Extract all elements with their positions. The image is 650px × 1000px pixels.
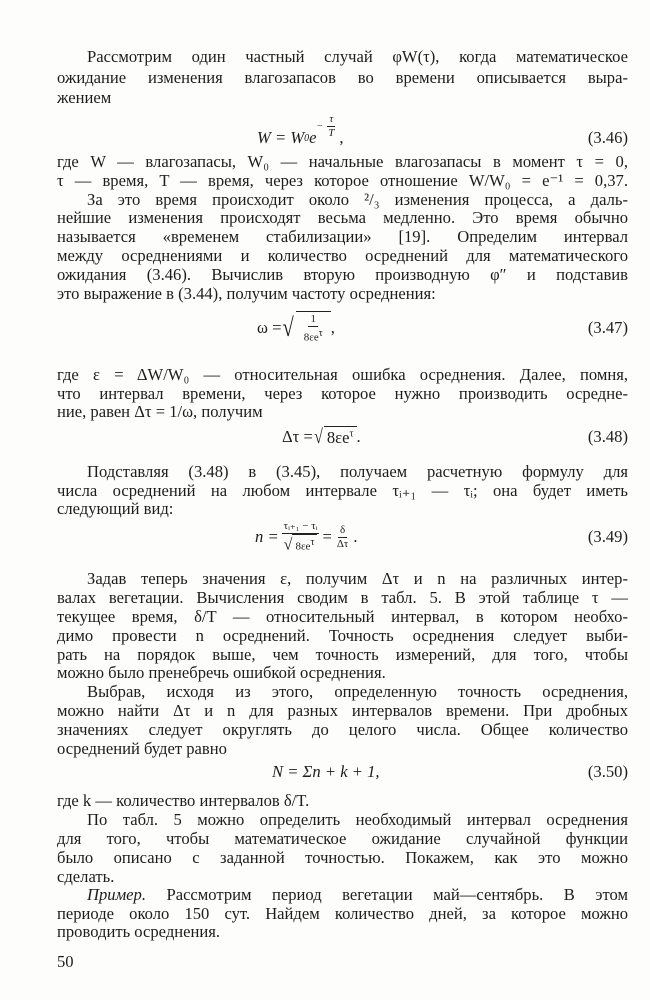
equation-number: (3.46) <box>587 128 628 147</box>
equation-number: (3.48) <box>587 427 628 446</box>
eq-den: 8εe <box>303 331 319 344</box>
text-line: между осреднениями и количество осреднений для математического <box>57 245 628 265</box>
example-label: Пример. <box>87 885 146 904</box>
text-line: это выражение в (3.44), получим частоту осреднения: <box>57 283 436 303</box>
eq-lhs: ω = <box>257 318 282 337</box>
text-line: где ε = ΔW/W₀ — относительная ошибка осреднения. Далее, помня, <box>57 365 628 384</box>
eq-den-sup: τ <box>318 328 323 340</box>
eq-num: τᵢ₊₁ − τᵢ <box>283 520 318 533</box>
eq-den: 8εe <box>295 540 311 553</box>
text-line: где W — влагозапасы, W₀ — начальные влагозапасы в момент τ = 0, <box>57 152 628 171</box>
paragraph-table-explanation <box>57 570 628 759</box>
text-line: Выбрав, исходя из этого, определенную точность осреднения, <box>87 682 628 702</box>
paragraph-example <box>57 886 628 942</box>
text-line: жением <box>57 88 112 107</box>
text-line <box>57 886 628 905</box>
equation-3-48 <box>57 417 628 457</box>
equation-number: (3.49) <box>587 527 628 546</box>
text-line: можно найти Δτ и n для разных интервалов времени. При дробных <box>57 701 628 721</box>
text-line: где k — количество интервалов δ/T. <box>57 791 310 810</box>
text-line: τ — время, T — время, через которое отношение W/W₀ = e⁻¹ = 0,37. <box>57 170 628 190</box>
eq-equals: = <box>322 527 332 546</box>
text-line: Подставляя (3.48) в (3.45), получаем расчетную формулу для <box>87 462 628 481</box>
equation-number: (3.50) <box>587 762 628 781</box>
eq-radicand-sup: τ <box>349 428 354 440</box>
paragraph-error <box>57 366 628 422</box>
text-line: димо провести n осреднений. Точность осреднения следует выби- <box>57 625 628 645</box>
equation-3-47 <box>57 308 628 348</box>
eq-den-sup: τ <box>310 537 315 549</box>
equation-3-49: n = $\frac{\text{τᵢ₊₁ − τᵢ}}{\text{√ 8εeτ}}$ = $\frac{\delta}{\Delta\tau}$ . (3.49) <box>255 520 628 554</box>
paragraph-substitution <box>57 463 628 519</box>
text-line: осреднений будет равно <box>57 739 227 759</box>
text-line: ожидания (3.46). Вычислив вторую производную φ″ и подставив <box>57 264 628 284</box>
eq-den2: Δτ <box>336 537 349 550</box>
equation-number: (3.47) <box>587 318 628 337</box>
eq-exp-num: τ <box>329 112 334 125</box>
eq-tail: , <box>339 128 344 147</box>
paragraph-intro <box>57 47 628 109</box>
text-line: числа осреднений на любом интервале τᵢ₊₁ — τᵢ; она будет иметь <box>57 480 628 500</box>
sqrt-icon: √ <box>313 426 323 448</box>
text-line: что интервал времени, через которое нужно производить осредне- <box>57 383 628 403</box>
eq-exp-sign: − <box>316 120 324 132</box>
eq-num: 1 <box>310 313 316 326</box>
paragraph-intervals <box>57 791 628 886</box>
text-line: Задав теперь значения ε, получим Δτ и n на различных интер- <box>87 569 628 588</box>
eq-lhs: W = W <box>257 128 305 147</box>
text-line: ожидание изменения влагозапасов во времени описывается выра- <box>57 67 628 87</box>
eq-num2: δ <box>340 523 346 536</box>
text-line: можно было пренебречь ошибкой осреднения. <box>57 663 386 683</box>
sqrt-icon: √ <box>282 313 295 342</box>
text-line: валах вегетации. Вычисления сводим в табл. 5. В этой таблице τ — <box>57 587 628 607</box>
eq-lhs: Δτ = <box>282 427 313 446</box>
text-line: значениях следует округлять до целого числа. Общее количество <box>57 720 628 740</box>
eq-body: N = Σn + k + 1, <box>272 762 380 781</box>
eq-tail: , <box>330 318 335 337</box>
text-line: нейшие изменения происходят весьма медленно. Это время обычно <box>57 208 628 228</box>
text-line: называется «временем стабилизации» [19]. Определим интервал <box>57 227 628 247</box>
eq-base: e <box>309 128 317 147</box>
text-line: текущее время, δ/T — относительный интервал, в котором необхо- <box>57 606 628 626</box>
text-line: сделать. <box>57 867 115 886</box>
eq-exp-den: T <box>328 126 335 139</box>
equation-3-50 <box>57 752 628 792</box>
text-line: было описано с заданной точностью. Покажем, как это можно <box>57 848 628 867</box>
text-line: рать на порядок выше, чем точность измерений, для того, чтобы <box>57 644 628 664</box>
text-line: проводить осреднения. <box>57 922 221 941</box>
text-line: По табл. 5 можно определить необходимый интервал осреднения <box>87 810 628 829</box>
text-line: для того, чтобы математическое ожидание случайной функции <box>57 829 628 848</box>
page-number: 50 <box>57 952 74 971</box>
eq-subscript: 0 <box>304 132 310 144</box>
eq-tail: . <box>356 427 361 446</box>
example-continuation <box>57 905 628 942</box>
text-line: периоде около 150 сут. Найдем количество дней, за которое можно <box>57 903 628 923</box>
paragraph-definitions <box>57 153 628 303</box>
text-line: Рассмотрим один частный случай φW(τ), когда математическое <box>87 47 628 66</box>
text-line: За это время происходит около ²/₃ изменения процесса, а даль- <box>87 189 628 209</box>
eq-lhs: n = <box>255 527 279 546</box>
eq-tail: . <box>353 527 358 546</box>
text-line: ние, равен Δτ = 1/ω, получим <box>57 402 263 421</box>
text-line: следующий вид: <box>57 499 174 518</box>
example-text: Рассмотрим период вегетации май—сентябрь. В этом <box>145 885 628 904</box>
eq-radicand: 8εe <box>326 428 350 447</box>
